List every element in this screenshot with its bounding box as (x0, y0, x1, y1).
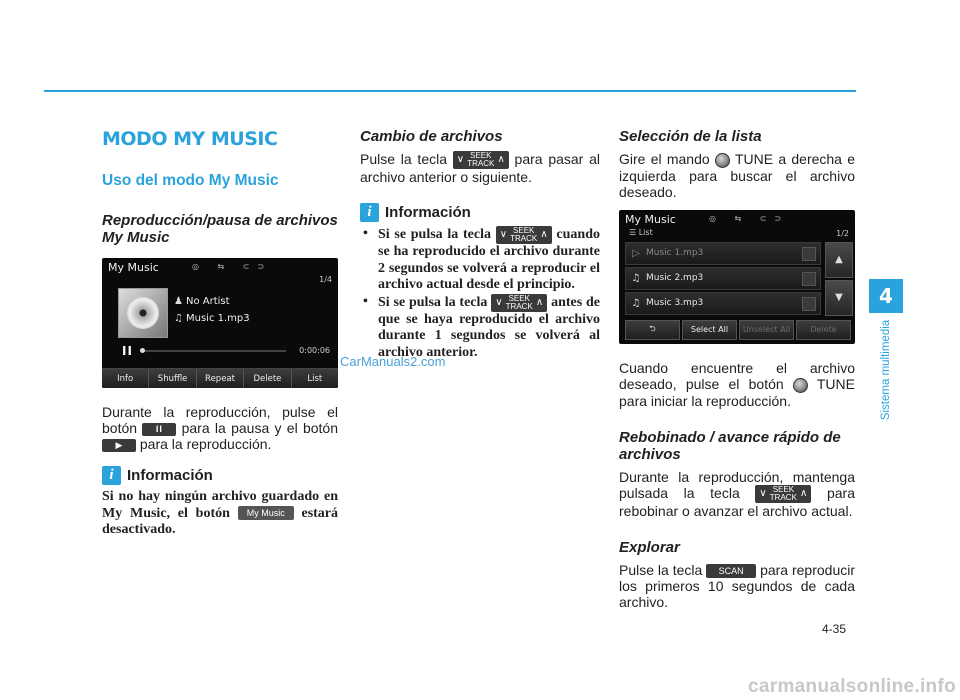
info-icon: i (360, 203, 379, 222)
list-item (360, 226, 600, 294)
change-files-paragraph (360, 151, 600, 185)
rewind-ff-paragraph (619, 469, 855, 519)
chevron-down-icon: ∨ (759, 487, 767, 499)
pause-button-icon: II (142, 423, 176, 436)
heading-scan: Explorar (619, 538, 680, 556)
info-text: Si no hay ningún archivo guardado en My Music, el botón (102, 489, 338, 521)
info-bullets (360, 226, 600, 361)
heading-list-selection: Selección de la lista (619, 128, 762, 145)
seek-track-button-icon (496, 226, 552, 244)
seek-label: SEEK (470, 151, 492, 161)
status-icons: ◎ ⇆ ⊂⊃ (192, 262, 273, 271)
artist-name: No Artist (186, 296, 230, 307)
play-pause-paragraph (102, 404, 338, 452)
scan-paragraph (619, 562, 855, 610)
file-name: Music 1.mp3 (646, 248, 704, 259)
screen-title: My Music (108, 261, 159, 274)
progress-bar[interactable] (142, 350, 286, 352)
seek-track-button-icon (453, 151, 509, 169)
chapter-title: Sistema multimedia (880, 319, 892, 421)
list-icon: ☰ (629, 227, 639, 237)
para-text: para la pausa y el botón (181, 420, 338, 436)
delete-button[interactable]: Delete (796, 320, 851, 340)
scan-button-icon: SCAN (706, 564, 756, 578)
para-text: para pasar al archivo anterior o siguiente. (360, 151, 601, 186)
heading-change-files: Cambio de archivos (360, 128, 503, 145)
info-paragraph (102, 489, 338, 539)
unselect-all-button[interactable]: Unselect All (739, 320, 794, 340)
album-art-icon (118, 288, 168, 338)
info-title: Información (385, 204, 471, 222)
my-music-button-icon: My Music (238, 506, 294, 520)
chevron-down-icon: ∨ (456, 154, 465, 166)
para-text: Durante la reproducción, pulse el botón (102, 404, 338, 436)
track-name: Music 1.mp3 (186, 313, 250, 324)
seek-track-button-icon (491, 294, 547, 312)
para-text: Pulse la tecla (619, 561, 703, 578)
music-note-icon: ♫ (174, 313, 183, 324)
page-number: 4-35 (822, 622, 847, 636)
info-text: estará desactivado. (102, 505, 339, 537)
chevron-up-icon: ∧ (535, 296, 544, 308)
track-label: TRACK (769, 492, 797, 502)
section-title: MODO MY MUSIC (102, 128, 278, 150)
top-rule (44, 90, 856, 92)
para-text: Durante la reproducción, mantenga pulsada la tecla (619, 468, 855, 501)
chevron-up-icon: ∧ (540, 229, 548, 241)
info-title: Información (127, 467, 213, 484)
chevron-up-icon: ∧ (800, 487, 808, 499)
status-icons: ◎ ⇆ ⊂⊃ (709, 213, 790, 223)
seek-label: SEEK (772, 484, 795, 494)
list-selection-paragraph (619, 151, 855, 200)
shuffle-button[interactable]: Shuffle (149, 369, 196, 388)
my-music-list-screen (619, 210, 855, 344)
para-text: Cuando encuentre el archivo deseado, pulse el botón (619, 359, 855, 392)
music-note-icon: ♫ (631, 297, 641, 309)
track-label: TRACK (510, 234, 538, 244)
para-text: TUNE para iniciar la reproducción. (619, 375, 855, 409)
info-button[interactable]: Info (102, 369, 149, 388)
chevron-down-icon: ∨ (495, 296, 503, 308)
para-text: Pulse la tecla (360, 151, 448, 167)
play-icon: ▷ (632, 247, 640, 259)
watermark-inline: CarManuals2.com (340, 354, 446, 369)
list-label: List (638, 227, 653, 237)
artist-icon: ♟ (174, 296, 183, 307)
repeat-button[interactable]: Repeat (197, 369, 244, 388)
list-item[interactable] (625, 267, 821, 290)
subsection-title: Uso del modo My Music (102, 172, 279, 189)
my-music-player-screen (102, 258, 338, 388)
pause-icon[interactable]: II (122, 344, 133, 358)
info-heading (360, 203, 600, 222)
row-checkbox[interactable] (802, 247, 816, 261)
file-name: Music 3.mp3 (646, 298, 704, 309)
screen-title: My Music (625, 212, 676, 226)
music-note-icon: ♫ (631, 272, 641, 284)
start-playback-paragraph (619, 360, 855, 409)
file-name: Music 2.mp3 (646, 273, 704, 284)
track-count: 1/4 (319, 275, 332, 284)
bullet-text: cuando se ha reproducido el archivo durante 2 segundos se volverá a reproducir el archivo actual desde el principio. (378, 227, 600, 293)
list-softkeys (625, 320, 851, 340)
column-right (619, 124, 855, 610)
tune-knob-icon (715, 153, 730, 168)
track-line (174, 313, 250, 324)
seek-label: SEEK (513, 226, 535, 236)
chapter-number-tab: 4 (869, 279, 903, 313)
track-label: TRACK (505, 301, 533, 311)
play-button-icon: ▶ (102, 439, 136, 452)
para-text: para la reproducción. (139, 436, 272, 452)
info-icon: i (102, 466, 121, 485)
watermark-footer: carmanualsonline.info (748, 676, 956, 697)
back-button[interactable]: ⮌ (625, 320, 680, 340)
file-list (625, 242, 821, 317)
list-item[interactable] (625, 242, 821, 265)
page-count: 1/2 (836, 228, 849, 238)
column-middle (360, 124, 600, 361)
row-checkbox[interactable] (802, 297, 816, 311)
para-text: para rebobinar o avanzar el archivo actual. (619, 484, 856, 519)
list-button[interactable]: List (292, 369, 338, 388)
chevron-down-icon: ∨ (499, 229, 508, 241)
para-text: Gire el mando (619, 151, 710, 167)
track-label: TRACK (467, 159, 495, 169)
bullet-text: antes de que se haya reproducido el archivo durante 1 segundos se volverá al archivo anterior. (378, 295, 600, 360)
tune-knob-icon (793, 378, 808, 393)
artist-line (174, 296, 230, 307)
seek-label: SEEK (508, 293, 530, 303)
chevron-up-icon: ∧ (497, 154, 505, 166)
scroll-up-button[interactable]: ▲ (825, 242, 853, 278)
elapsed-time: 0:00:06 (299, 346, 330, 355)
list-header (629, 228, 653, 237)
delete-button[interactable]: Delete (244, 369, 291, 388)
info-heading (102, 466, 338, 485)
heading-rewind-ff: Rebobinado / avance rápido de archivos (619, 428, 841, 463)
para-text: para reproducir los primeros 10 segundos de cada archivo. (619, 561, 855, 611)
list-item (360, 294, 600, 362)
bullet-text: Si se pulsa la tecla (378, 227, 491, 243)
select-all-button[interactable]: Select All (682, 320, 737, 340)
progress-handle[interactable] (140, 348, 145, 353)
scroll-controls (825, 242, 853, 316)
seek-track-button-icon (755, 485, 811, 503)
bullet-text: Si se pulsa la tecla (378, 295, 488, 311)
row-checkbox[interactable] (802, 272, 816, 286)
heading-play-pause: Reproducción/pausa de archivos My Music (102, 212, 338, 246)
scroll-down-button[interactable]: ▼ (825, 280, 853, 316)
list-item[interactable] (625, 292, 821, 315)
column-left (102, 124, 338, 539)
para-text: TUNE a derecha e izquierda para buscar el archivo deseado. (619, 151, 856, 200)
player-softkeys (102, 368, 338, 388)
